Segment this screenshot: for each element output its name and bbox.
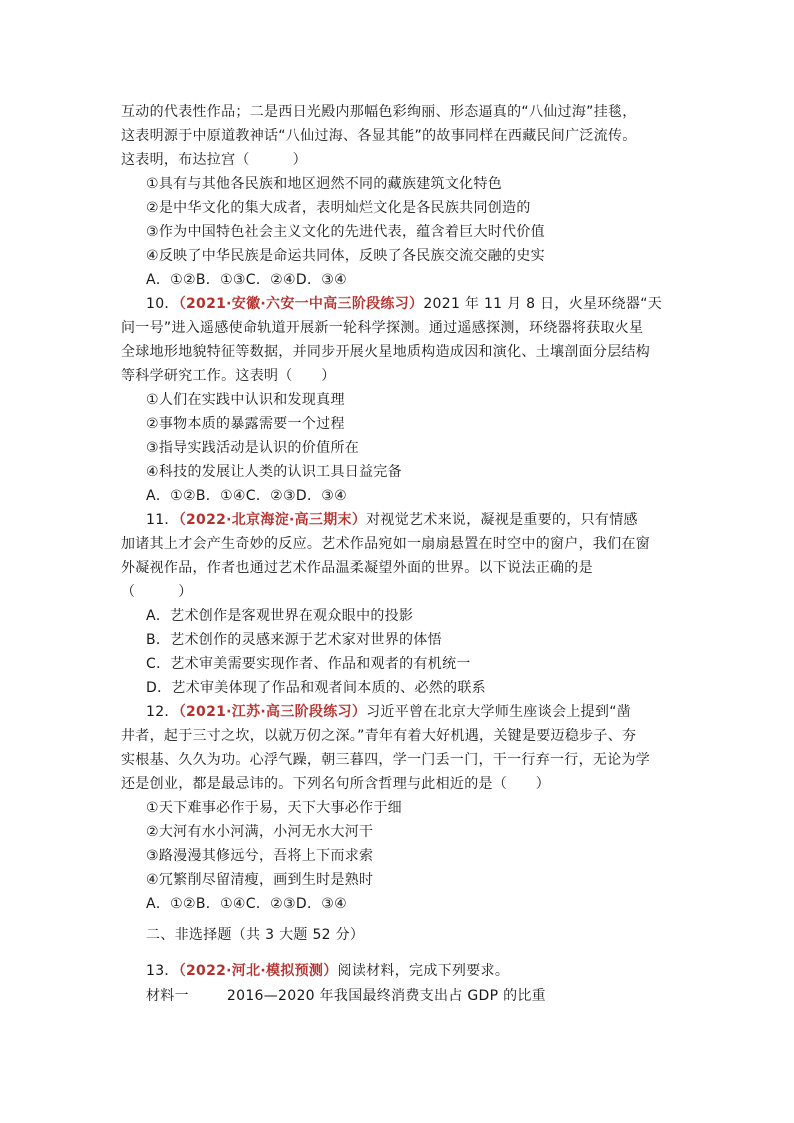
option-line: ③路漫漫其修远兮，吾将上下而求索	[146, 848, 374, 864]
option-line: C．艺术审美需要实现作者、作品和观者的有机统一	[146, 656, 471, 672]
question-source: （2021·江苏·高三阶段练习）	[178, 704, 367, 720]
text-line: 还是创业，都是最忌讳的。下列名句所含哲理与此相近的是（ ）	[121, 776, 550, 792]
question-text: 习近平曾在北京大学师生座谈会上提到“凿	[366, 704, 632, 720]
question-number: 13．	[146, 963, 179, 979]
text-line: 全球地形地貌特征等数据，并同步开展火星地质构造成因和演化、土壤剖面分层结构	[121, 344, 651, 360]
question-source: （2022·河北·模拟预测）	[178, 963, 338, 979]
option-line: ②大河有水小河满，小河无水大河干	[146, 824, 374, 840]
option-line: ③作为中国特色社会主义文化的先进代表，蕴含着巨大时代价值	[146, 224, 545, 240]
material-label: 材料一	[146, 988, 189, 1004]
question-text: 2021 年 11 月 8 日，火星环绕器“天	[423, 296, 663, 312]
text-line: 加诸其上才会产生奇妙的反应。艺术作品宛如一扇扇悬置在时空中的窗户，我们在窗	[121, 536, 651, 552]
option-line: ③指导实践活动是认识的价值所在	[146, 440, 360, 456]
text-line: 问一号”进入遥感使命轨道开展新一轮科学探测。通过遥感探测，环绕器将获取火星	[121, 320, 644, 336]
question-source: （2021·安徽·六安一中高三阶段练习）	[178, 296, 424, 312]
text-line: 互动的代表性作品；二是西日光殿内那幅色彩绚丽、形态逼真的“八仙过海”挂毯，	[121, 104, 637, 120]
text-line: 这表明源于中原道教神话“八仙过海、各显其能”的故事同样在西藏民间广泛流传。	[121, 128, 637, 144]
section-heading: 二、非选择题（共 3 大题 52 分）	[146, 927, 365, 943]
question-13-header	[146, 962, 509, 980]
option-line: ①具有与其他各民族和地区迥然不同的藏族建筑文化特色	[146, 176, 503, 192]
question-text: 对视觉艺术来说，凝视是重要的，只有情感	[366, 512, 638, 528]
question-11-header	[146, 511, 638, 529]
option-line: A．艺术创作是客观世界在观众眼中的投影	[146, 608, 414, 624]
question-number: 11．	[146, 512, 179, 528]
text-line: （ ）	[121, 584, 193, 600]
answer-choices: A．①②B．①④C．②③D．③④	[146, 488, 347, 504]
answer-choices: A．①②B．①④C．②③D．③④	[146, 896, 347, 912]
material-title: 2016—2020 年我国最终消费支出占 GDP 的比重	[226, 988, 546, 1004]
material-line	[146, 987, 546, 1005]
answer-choices: A．①②B．①③C．②④D．③④	[146, 272, 347, 288]
question-number: 12．	[146, 704, 179, 720]
text-line: 实根基、久久为功。心浮气躁，朝三暮四，学一门丢一门，干一行弃一行，无论为学	[121, 752, 651, 768]
option-line: ②事物本质的暴露需要一个过程	[146, 416, 345, 432]
option-line: ②是中华文化的集大成者，表明灿烂文化是各民族共同创造的	[146, 200, 531, 216]
text-line: 井者，起于三寸之坎，以就万仞之深。”青年有着大好机遇，关键是要迈稳步子、夯	[121, 728, 637, 744]
option-line: ④科技的发展让人类的认识工具日益完备	[146, 464, 402, 480]
question-text: 阅读材料，完成下列要求。	[337, 963, 510, 979]
option-line: ①天下难事必作于易，天下大事必作于细	[146, 800, 402, 816]
text-line: 等科学研究工作。这表明（ ）	[121, 368, 336, 384]
question-number: 10．	[146, 296, 179, 312]
option-line: ④反映了中华民族是命运共同体，反映了各民族交流交融的史实	[146, 248, 545, 264]
question-source: （2022·北京海淀·高三期末）	[178, 512, 367, 528]
question-10-header	[146, 295, 662, 313]
option-line: D．艺术审美体现了作品和观者间本质的、必然的联系	[146, 680, 486, 696]
option-line: ④冗繁削尽留清瘦，画到生时是熟时	[146, 872, 374, 888]
text-line: 外凝视作品，作者也通过艺术作品温柔凝望外面的世界。以下说法正确的是	[121, 560, 593, 576]
question-12-header	[146, 703, 631, 721]
option-line: B．艺术创作的灵感来源于艺术家对世界的体悟	[146, 632, 442, 648]
option-line: ①人们在实践中认识和发现真理	[146, 392, 345, 408]
text-line: 这表明，布达拉宫（ ）	[121, 152, 307, 168]
